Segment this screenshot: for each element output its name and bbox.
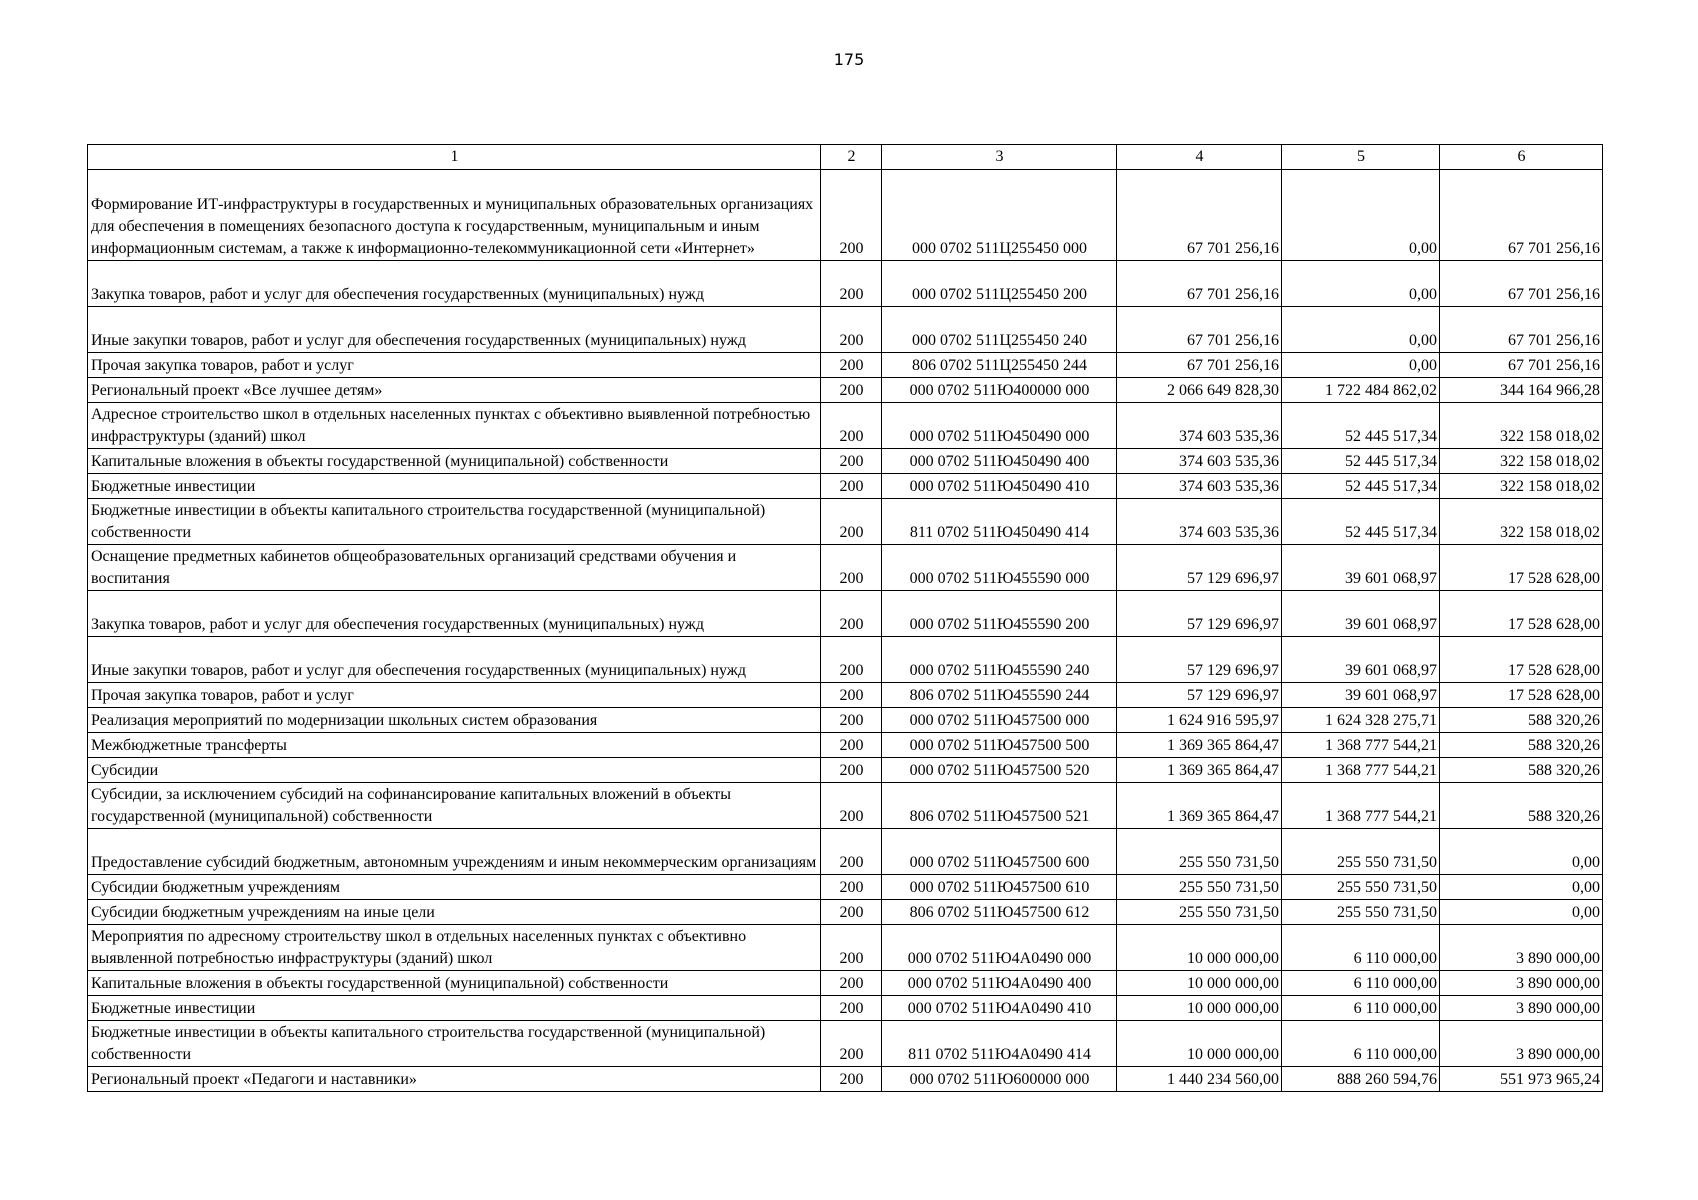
table-row (88, 637, 1603, 683)
row-code: 806 0702 511Ц255450 244 (882, 353, 1117, 378)
row-value-6: 67 701 256,16 (1440, 307, 1603, 353)
table-row (88, 683, 1603, 708)
row-name: Бюджетные инвестиции (88, 996, 821, 1021)
row-value-6: 17 528 628,00 (1440, 545, 1603, 591)
row-code: 000 0702 511Ю450490 000 (882, 403, 1117, 449)
row-value-6: 17 528 628,00 (1440, 637, 1603, 683)
row-column-2: 200 (821, 733, 882, 758)
row-value-4: 374 603 535,36 (1117, 499, 1282, 545)
row-value-4: 57 129 696,97 (1117, 591, 1282, 637)
row-value-5: 6 110 000,00 (1282, 996, 1440, 1021)
row-value-6: 3 890 000,00 (1440, 925, 1603, 971)
row-value-6: 3 890 000,00 (1440, 971, 1603, 996)
row-value-6: 588 320,26 (1440, 733, 1603, 758)
row-value-6: 588 320,26 (1440, 783, 1603, 829)
row-code: 000 0702 511Ц255450 240 (882, 307, 1117, 353)
row-value-6: 322 158 018,02 (1440, 499, 1603, 545)
row-name: Предоставление субсидий бюджетным, автономным учреждениям и иным некоммерческим организациям (88, 829, 821, 875)
row-code: 000 0702 511Ю457500 600 (882, 829, 1117, 875)
row-code: 000 0702 511Ю455590 240 (882, 637, 1117, 683)
row-value-5: 52 445 517,34 (1282, 403, 1440, 449)
row-name: Закупка товаров, работ и услуг для обеспечения государственных (муниципальных) нужд (88, 261, 821, 307)
row-value-5: 1 368 777 544,21 (1282, 733, 1440, 758)
row-value-4: 10 000 000,00 (1117, 996, 1282, 1021)
row-code: 000 0702 511Ю457500 500 (882, 733, 1117, 758)
table-row (88, 474, 1603, 499)
row-name: Капитальные вложения в объекты государственной (муниципальной) собственности (88, 971, 821, 996)
row-value-6: 588 320,26 (1440, 708, 1603, 733)
row-name: Адресное строительство школ в отдельных населенных пунктах с объективно выявленной потребностью инфраструктуры (зданий) школ (88, 403, 821, 449)
row-value-6: 67 701 256,16 (1440, 353, 1603, 378)
row-column-2: 200 (821, 1021, 882, 1067)
row-name: Бюджетные инвестиции (88, 474, 821, 499)
table-row (88, 783, 1603, 829)
row-value-6: 17 528 628,00 (1440, 591, 1603, 637)
row-value-5: 1 368 777 544,21 (1282, 758, 1440, 783)
row-code: 000 0702 511Ю4А0490 400 (882, 971, 1117, 996)
row-name: Субсидии бюджетным учреждениям (88, 875, 821, 900)
row-column-2: 200 (821, 591, 882, 637)
row-column-2: 200 (821, 971, 882, 996)
header-col-4: 4 (1117, 145, 1282, 170)
row-value-6: 17 528 628,00 (1440, 683, 1603, 708)
row-name: Региональный проект «Педагоги и наставники» (88, 1067, 821, 1092)
row-name: Оснащение предметных кабинетов общеобразовательных организаций средствами обучения и воспитания (88, 545, 821, 591)
table-row (88, 996, 1603, 1021)
table-row (88, 591, 1603, 637)
row-value-6: 3 890 000,00 (1440, 1021, 1603, 1067)
row-name: Формирование ИТ-инфраструктуры в государственных и муниципальных образовательных организациях для обеспечения в помещениях безопасного доступа к государственным, муниципальным и иным информационным системам, а также к информационно-телекоммуникационной сети «Интернет» (88, 170, 821, 261)
row-value-5: 255 550 731,50 (1282, 900, 1440, 925)
row-column-2: 200 (821, 708, 882, 733)
row-column-2: 200 (821, 783, 882, 829)
row-value-4: 374 603 535,36 (1117, 403, 1282, 449)
table-row (88, 925, 1603, 971)
row-column-2: 200 (821, 170, 882, 261)
row-column-2: 200 (821, 1067, 882, 1092)
row-value-6: 0,00 (1440, 829, 1603, 875)
row-name: Капитальные вложения в объекты государственной (муниципальной) собственности (88, 449, 821, 474)
row-value-5: 255 550 731,50 (1282, 875, 1440, 900)
row-value-5: 0,00 (1282, 170, 1440, 261)
row-code: 000 0702 511Ц255450 000 (882, 170, 1117, 261)
row-name: Мероприятия по адресному строительству школ в отдельных населенных пунктах с объективно выявленной потребностью инфраструктуры (зданий) школ (88, 925, 821, 971)
header-col-6: 6 (1440, 145, 1603, 170)
row-value-5: 1 624 328 275,71 (1282, 708, 1440, 733)
row-code: 000 0702 511Ю4А0490 410 (882, 996, 1117, 1021)
budget-table (87, 144, 1603, 1092)
row-name: Субсидии (88, 758, 821, 783)
row-value-5: 0,00 (1282, 307, 1440, 353)
row-value-4: 1 369 365 864,47 (1117, 733, 1282, 758)
row-name: Бюджетные инвестиции в объекты капитального строительства государственной (муниципальной) собственности (88, 499, 821, 545)
row-value-4: 255 550 731,50 (1117, 829, 1282, 875)
table-row (88, 261, 1603, 307)
table-row (88, 733, 1603, 758)
row-value-5: 6 110 000,00 (1282, 925, 1440, 971)
row-column-2: 200 (821, 261, 882, 307)
row-value-5: 52 445 517,34 (1282, 474, 1440, 499)
row-value-5: 888 260 594,76 (1282, 1067, 1440, 1092)
table-row (88, 353, 1603, 378)
row-name: Субсидии, за исключением субсидий на софинансирование капитальных вложений в объекты государственной (муниципальной) собственности (88, 783, 821, 829)
row-value-6: 3 890 000,00 (1440, 996, 1603, 1021)
row-value-6: 67 701 256,16 (1440, 170, 1603, 261)
table-row (88, 545, 1603, 591)
row-column-2: 200 (821, 499, 882, 545)
row-value-5: 52 445 517,34 (1282, 499, 1440, 545)
row-value-4: 1 440 234 560,00 (1117, 1067, 1282, 1092)
row-value-6: 0,00 (1440, 900, 1603, 925)
row-value-6: 588 320,26 (1440, 758, 1603, 783)
row-column-2: 200 (821, 875, 882, 900)
row-value-5: 1 368 777 544,21 (1282, 783, 1440, 829)
table-row (88, 499, 1603, 545)
table-body (88, 170, 1603, 1092)
row-code: 000 0702 511Ю450490 400 (882, 449, 1117, 474)
row-name: Прочая закупка товаров, работ и услуг (88, 683, 821, 708)
table-row (88, 708, 1603, 733)
row-name: Межбюджетные трансферты (88, 733, 821, 758)
row-value-5: 39 601 068,97 (1282, 637, 1440, 683)
row-value-6: 322 158 018,02 (1440, 474, 1603, 499)
header-col-2: 2 (821, 145, 882, 170)
row-value-5: 1 722 484 862,02 (1282, 378, 1440, 403)
row-value-5: 52 445 517,34 (1282, 449, 1440, 474)
row-value-5: 255 550 731,50 (1282, 829, 1440, 875)
row-column-2: 200 (821, 449, 882, 474)
row-name: Субсидии бюджетным учреждениям на иные цели (88, 900, 821, 925)
table-header-row (88, 145, 1603, 170)
row-value-5: 6 110 000,00 (1282, 971, 1440, 996)
table-row (88, 449, 1603, 474)
row-code: 000 0702 511Ю457500 520 (882, 758, 1117, 783)
table-row (88, 307, 1603, 353)
row-name: Иные закупки товаров, работ и услуг для обеспечения государственных (муниципальных) нужд (88, 307, 821, 353)
table-row (88, 170, 1603, 261)
row-value-5: 0,00 (1282, 353, 1440, 378)
row-value-6: 322 158 018,02 (1440, 449, 1603, 474)
row-value-4: 255 550 731,50 (1117, 900, 1282, 925)
row-column-2: 200 (821, 474, 882, 499)
row-value-4: 57 129 696,97 (1117, 545, 1282, 591)
row-value-4: 57 129 696,97 (1117, 637, 1282, 683)
row-value-5: 6 110 000,00 (1282, 1021, 1440, 1067)
row-code: 811 0702 511Ю450490 414 (882, 499, 1117, 545)
row-code: 806 0702 511Ю455590 244 (882, 683, 1117, 708)
table-row (88, 829, 1603, 875)
row-value-4: 67 701 256,16 (1117, 170, 1282, 261)
row-value-4: 10 000 000,00 (1117, 925, 1282, 971)
row-value-4: 57 129 696,97 (1117, 683, 1282, 708)
row-name: Прочая закупка товаров, работ и услуг (88, 353, 821, 378)
row-code: 000 0702 511Ю4А0490 000 (882, 925, 1117, 971)
table-row (88, 875, 1603, 900)
row-value-4: 67 701 256,16 (1117, 261, 1282, 307)
table-row (88, 378, 1603, 403)
row-value-4: 374 603 535,36 (1117, 449, 1282, 474)
row-code: 806 0702 511Ю457500 521 (882, 783, 1117, 829)
header-col-1: 1 (88, 145, 821, 170)
table-row (88, 758, 1603, 783)
table-row (88, 1021, 1603, 1067)
row-value-4: 67 701 256,16 (1117, 307, 1282, 353)
row-value-5: 39 601 068,97 (1282, 545, 1440, 591)
row-value-4: 1 624 916 595,97 (1117, 708, 1282, 733)
row-column-2: 200 (821, 925, 882, 971)
row-column-2: 200 (821, 758, 882, 783)
row-value-4: 10 000 000,00 (1117, 1021, 1282, 1067)
row-code: 000 0702 511Ю455590 200 (882, 591, 1117, 637)
row-code: 000 0702 511Ц255450 200 (882, 261, 1117, 307)
row-code: 806 0702 511Ю457500 612 (882, 900, 1117, 925)
row-value-6: 344 164 966,28 (1440, 378, 1603, 403)
row-column-2: 200 (821, 996, 882, 1021)
row-column-2: 200 (821, 829, 882, 875)
row-column-2: 200 (821, 683, 882, 708)
row-name: Реализация мероприятий по модернизации школьных систем образования (88, 708, 821, 733)
row-column-2: 200 (821, 378, 882, 403)
row-column-2: 200 (821, 353, 882, 378)
table-row (88, 403, 1603, 449)
row-column-2: 200 (821, 307, 882, 353)
row-value-4: 374 603 535,36 (1117, 474, 1282, 499)
header-col-5: 5 (1282, 145, 1440, 170)
row-name: Иные закупки товаров, работ и услуг для обеспечения государственных (муниципальных) нужд (88, 637, 821, 683)
row-value-5: 39 601 068,97 (1282, 591, 1440, 637)
row-column-2: 200 (821, 403, 882, 449)
row-code: 000 0702 511Ю600000 000 (882, 1067, 1117, 1092)
row-code: 000 0702 511Ю400000 000 (882, 378, 1117, 403)
page-number: 175 (833, 50, 865, 69)
row-name: Бюджетные инвестиции в объекты капитального строительства государственной (муниципальной) собственности (88, 1021, 821, 1067)
row-code: 811 0702 511Ю4А0490 414 (882, 1021, 1117, 1067)
row-value-5: 0,00 (1282, 261, 1440, 307)
row-code: 000 0702 511Ю455590 000 (882, 545, 1117, 591)
row-code: 000 0702 511Ю457500 000 (882, 708, 1117, 733)
row-name: Региональный проект «Все лучшее детям» (88, 378, 821, 403)
row-value-6: 551 973 965,24 (1440, 1067, 1603, 1092)
header-col-3: 3 (882, 145, 1117, 170)
row-column-2: 200 (821, 900, 882, 925)
row-value-4: 67 701 256,16 (1117, 353, 1282, 378)
row-value-6: 67 701 256,16 (1440, 261, 1603, 307)
row-code: 000 0702 511Ю457500 610 (882, 875, 1117, 900)
row-value-4: 1 369 365 864,47 (1117, 783, 1282, 829)
table-row (88, 971, 1603, 996)
row-value-4: 1 369 365 864,47 (1117, 758, 1282, 783)
table-row (88, 900, 1603, 925)
row-code: 000 0702 511Ю450490 410 (882, 474, 1117, 499)
table-row (88, 1067, 1603, 1092)
row-value-5: 39 601 068,97 (1282, 683, 1440, 708)
row-name: Закупка товаров, работ и услуг для обеспечения государственных (муниципальных) нужд (88, 591, 821, 637)
row-value-6: 0,00 (1440, 875, 1603, 900)
row-value-6: 322 158 018,02 (1440, 403, 1603, 449)
row-column-2: 200 (821, 545, 882, 591)
row-value-4: 255 550 731,50 (1117, 875, 1282, 900)
row-value-4: 2 066 649 828,30 (1117, 378, 1282, 403)
row-column-2: 200 (821, 637, 882, 683)
row-value-4: 10 000 000,00 (1117, 971, 1282, 996)
